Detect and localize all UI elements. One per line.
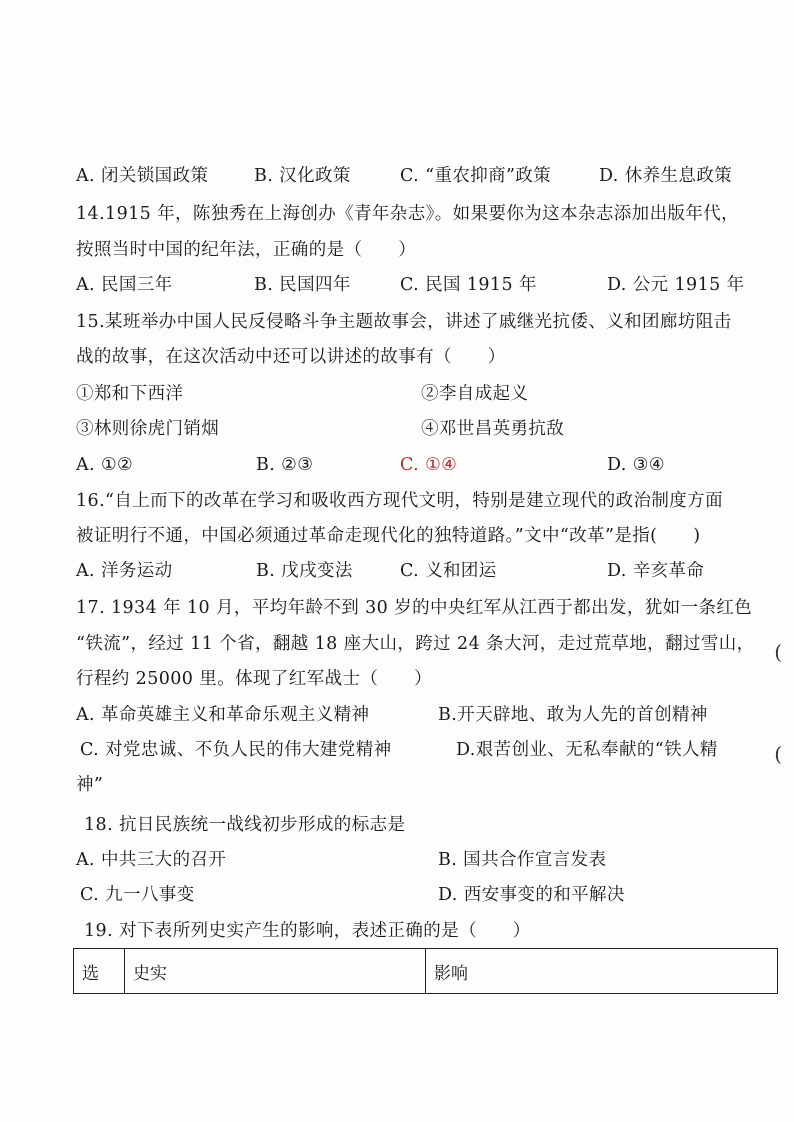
q15-stem-line1: 15.某班举办中国人民反侵略斗争主题故事会，讲述了戚继光抗倭、义和团廊坊阻击 [76,312,732,332]
q14-option-a: A. 民国三年 [76,275,173,295]
scan-edge-mark: ( [774,742,782,766]
scan-edge-mark: ( [774,640,782,664]
q15-stem-line2: 战的故事，在这次活动中还可以讲述的故事有（ ） [76,347,506,367]
q17-option-d-continued: 神” [76,775,104,795]
q14-option-d: D. 公元 1915 年 [607,275,745,295]
q15-item-3: ③林则徐虎门销烟 [76,419,220,439]
q15-option-a: A. ①② [76,455,134,475]
q14-stem-line2: 按照当时中国的纪年法，正确的是（ ） [76,240,417,260]
q19-stem: 19. 对下表所列史实产生的影响，表述正确的是（ ） [84,921,531,941]
q13-option-b: B. 汉化政策 [254,166,351,186]
q16-option-a: A. 洋务运动 [76,561,173,581]
table-header-fact: 史实 [125,949,426,994]
q14-stem-line1: 14.1915 年，陈独秀在上海创办《青年杂志》。如果要你为这本杂志添加出版年代， [76,204,740,224]
q15-option-d: D. ③④ [607,455,665,475]
q14-option-b: B. 民国四年 [254,275,351,295]
q18-stem: 18. 抗日民族统一战线初步形成的标志是 [84,815,406,835]
q17-option-a: A. 革命英雄主义和革命乐观主义精神 [76,705,370,725]
q17-option-c: C. 对党忠诚、不负人民的伟大建党精神 [80,740,392,760]
q13-option-a: A. 闭关锁国政策 [76,166,209,186]
q17-stem-line3: 行程约 25000 里。体现了红军战士（ ） [76,669,432,689]
q17-stem-line1: 17. 1934 年 10 月，平均年龄不到 30 岁的中央红军从江西于都出发，犹如一条红色 [76,598,753,618]
table-header-impact: 影响 [426,949,778,994]
q16-option-b: B. 戊戌变法 [256,561,353,581]
q18-option-c: C. 九一八事变 [80,885,195,905]
q15-item-2: ②李自成起义 [421,384,529,404]
q16-stem-line2: 被证明行不通，中国必须通过革命走现代化的独特道路。”文中“改革”是指( ) [76,526,701,546]
q18-option-a: A. 中共三大的召开 [76,850,227,870]
q16-option-d: D. 辛亥革命 [607,561,705,581]
q14-option-c: C. 民国 1915 年 [400,275,537,295]
q17-option-d: D.艰苦创业、无私奉献的“铁人精 [456,740,718,760]
q13-option-c: C. “重农抑商”政策 [400,166,552,186]
q15-item-1: ①郑和下西洋 [76,384,184,404]
q18-option-d: D. 西安事变的和平解决 [438,885,625,905]
q17-stem-line2: “铁流”，经过 11 个省，翻越 18 座大山，跨过 24 条大河，走过荒草地，翻过雪山， [76,634,755,654]
q16-stem-line1: 16.“自上而下的改革在学习和吸收西方现代文明，特别是建立现代的政治制度方面 [76,491,723,511]
q15-option-b: B. ②③ [256,455,314,475]
q19-table [73,948,778,994]
q15-item-4: ④邓世昌英勇抗敌 [421,419,565,439]
q18-option-b: B. 国共合作宣言发表 [438,850,607,870]
q13-option-d: D. 休养生息政策 [599,166,733,186]
table-header-row [74,949,778,994]
table-header-option: 选 [74,949,125,994]
q17-option-b: B.开天辟地、敢为人先的首创精神 [438,705,708,725]
q15-option-c: C. ①④ [400,455,458,475]
q16-option-c: C. 义和团运 [400,561,497,581]
